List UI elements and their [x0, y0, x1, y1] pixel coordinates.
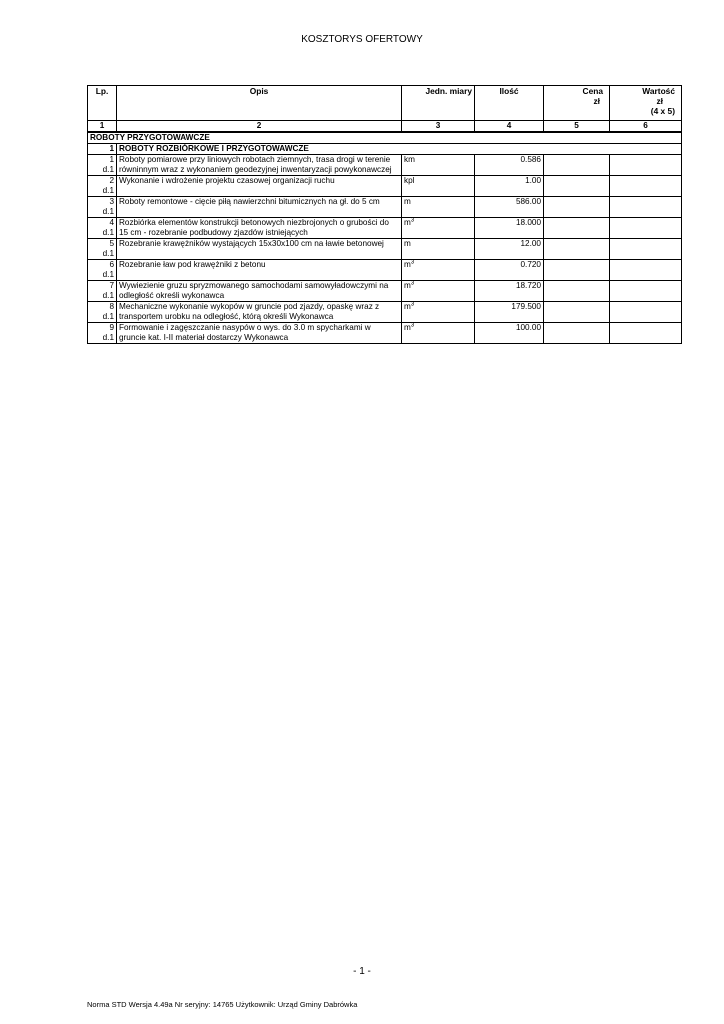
row-ilosc: 586.00	[475, 197, 544, 218]
table-row	[88, 302, 682, 323]
row-lp-code: d.1	[102, 186, 114, 195]
row-cena	[544, 176, 610, 197]
row-jm-unit: m	[404, 323, 411, 332]
row-jm	[402, 281, 475, 302]
header-wartosc	[610, 86, 682, 121]
row-opis: Rozebranie krawężników wystających 15x30x100 cm na ławie betonowej	[117, 239, 402, 260]
row-jm-exponent: 3	[410, 217, 415, 224]
row-opis: Wywiezienie gruzu spryzmowanego samochodami samowyładowczymi na odległość określi wykonawca	[117, 281, 402, 302]
row-ilosc: 179.500	[475, 302, 544, 323]
row-wartosc	[610, 260, 682, 281]
row-lp-number: 5	[109, 239, 114, 248]
table-row	[88, 323, 682, 344]
row-ilosc: 18.000	[475, 218, 544, 239]
row-wartosc	[610, 176, 682, 197]
row-ilosc: 100.00	[475, 323, 544, 344]
table-header-row	[88, 86, 682, 121]
row-lp-number: 8	[109, 302, 114, 311]
row-ilosc: 12.00	[475, 239, 544, 260]
row-ilosc: 0.720	[475, 260, 544, 281]
row-opis: Rozbiórka elementów konstrukcji betonowych niezbrojonych o grubości do 15 cm - rozebranie podbudowy zjazdów istniejących	[117, 218, 402, 239]
row-lp-code: d.1	[102, 270, 114, 279]
row-jm-unit: m	[404, 197, 411, 206]
subsection-lp: 1	[88, 144, 117, 155]
row-opis: Formowanie i zagęszczanie nasypów o wys. do 3.0 m spycharkami w gruncie kat. I-II materiał dostarczy Wykonawca	[117, 323, 402, 344]
row-wartosc	[610, 281, 682, 302]
row-cena	[544, 302, 610, 323]
row-cena	[544, 323, 610, 344]
row-lp-code: d.1	[102, 333, 114, 342]
row-jm-unit: m	[404, 239, 411, 248]
col-number: 5	[544, 121, 610, 133]
row-lp-number: 2	[109, 176, 114, 185]
section-title: ROBOTY PRZYGOTOWAWCZE	[88, 132, 682, 144]
row-lp-code: d.1	[102, 207, 114, 216]
row-lp-code: d.1	[102, 249, 114, 258]
row-cena	[544, 260, 610, 281]
row-lp-code: d.1	[102, 165, 114, 174]
row-lp	[88, 281, 117, 302]
table-row	[88, 260, 682, 281]
col-number: 6	[610, 121, 682, 133]
row-jm	[402, 155, 475, 176]
row-ilosc: 1.00	[475, 176, 544, 197]
col-number: 3	[402, 121, 475, 133]
row-lp-number: 1	[109, 155, 114, 164]
cost-estimate-table	[87, 85, 682, 344]
row-wartosc	[610, 239, 682, 260]
row-jm-exponent: 3	[410, 301, 415, 308]
row-cena	[544, 218, 610, 239]
row-lp	[88, 302, 117, 323]
row-jm	[402, 176, 475, 197]
row-wartosc	[610, 155, 682, 176]
column-number-row	[88, 121, 682, 133]
header-cena-line1: Cena	[582, 86, 603, 96]
row-opis: Roboty pomiarowe przy liniowych robotach ziemnych, trasa drogi w terenie równinnym wraz z wykonaniem geodezyjnej inwentaryzacji powykonawczej	[117, 155, 402, 176]
header-ilosc: Ilość	[475, 86, 544, 121]
header-wartosc-line1: Wartość	[642, 86, 675, 96]
row-wartosc	[610, 323, 682, 344]
table-body	[88, 155, 682, 344]
row-lp	[88, 323, 117, 344]
header-cena-line2: zł	[593, 96, 600, 106]
row-jm	[402, 260, 475, 281]
row-cena	[544, 239, 610, 260]
col-number: 4	[475, 121, 544, 133]
row-opis: Roboty remontowe - cięcie piłą nawierzchni bitumicznych na gł. do 5 cm	[117, 197, 402, 218]
row-opis: Wykonanie i wdrożenie projektu czasowej organizacji ruchu	[117, 176, 402, 197]
row-jm-unit: m	[404, 302, 411, 311]
software-footer: Norma STD Wersja 4.49a Nr seryjny: 14765 Użytkownik: Urząd Gminy Dabrówka	[87, 1000, 358, 1009]
row-lp-number: 7	[109, 281, 114, 290]
row-jm-exponent: 3	[410, 322, 415, 329]
row-jm	[402, 323, 475, 344]
row-lp	[88, 260, 117, 281]
row-lp	[88, 239, 117, 260]
row-lp	[88, 218, 117, 239]
row-opis: Rozebranie ław pod krawężniki z betonu	[117, 260, 402, 281]
row-lp	[88, 176, 117, 197]
table-row	[88, 239, 682, 260]
row-lp-number: 6	[109, 260, 114, 269]
subsection-title: ROBOTY ROZBIÓRKOWE I PRZYGOTOWAWCZE	[117, 144, 682, 155]
row-wartosc	[610, 218, 682, 239]
row-cena	[544, 155, 610, 176]
document-title: KOSZTORYS OFERTOWY	[301, 34, 423, 45]
row-lp-number: 4	[109, 218, 114, 227]
row-lp-code: d.1	[102, 312, 114, 321]
row-lp-number: 9	[109, 323, 114, 332]
table-row	[88, 218, 682, 239]
header-wartosc-line3: (4 x 5)	[650, 106, 675, 116]
row-wartosc	[610, 302, 682, 323]
row-jm-exponent: 3	[410, 259, 415, 266]
row-jm	[402, 302, 475, 323]
row-lp-code: d.1	[102, 228, 114, 237]
row-lp	[88, 155, 117, 176]
header-jm: Jedn. miary	[402, 86, 475, 121]
col-number: 1	[88, 121, 117, 133]
table-row	[88, 176, 682, 197]
col-number: 2	[117, 121, 402, 133]
row-jm-exponent: 3	[410, 280, 415, 287]
row-jm	[402, 239, 475, 260]
subsection-row	[88, 144, 682, 155]
row-jm-unit: m	[404, 218, 411, 227]
row-wartosc	[610, 197, 682, 218]
section-row	[88, 132, 682, 144]
header-lp: Lp.	[88, 86, 117, 121]
row-jm-unit: m	[404, 260, 411, 269]
row-jm	[402, 197, 475, 218]
header-opis: Opis	[117, 86, 402, 121]
row-lp-number: 3	[109, 197, 114, 206]
row-ilosc: 0.586	[475, 155, 544, 176]
row-lp	[88, 197, 117, 218]
table-row	[88, 197, 682, 218]
row-cena	[544, 281, 610, 302]
row-jm-unit: kpl	[404, 176, 415, 185]
header-wartosc-line2: zł	[656, 96, 663, 106]
row-ilosc: 18.720	[475, 281, 544, 302]
row-jm-unit: m	[404, 281, 411, 290]
row-cena	[544, 197, 610, 218]
row-jm-unit: km	[404, 155, 415, 164]
table-row	[88, 155, 682, 176]
page-number: - 1 -	[353, 966, 371, 977]
row-lp-code: d.1	[102, 291, 114, 300]
row-jm	[402, 218, 475, 239]
table-row	[88, 281, 682, 302]
row-opis: Mechaniczne wykonanie wykopów w gruncie pod zjazdy, opaskę wraz z transportem urobku na odległość, którą określi Wykonawca	[117, 302, 402, 323]
header-cena	[544, 86, 610, 121]
